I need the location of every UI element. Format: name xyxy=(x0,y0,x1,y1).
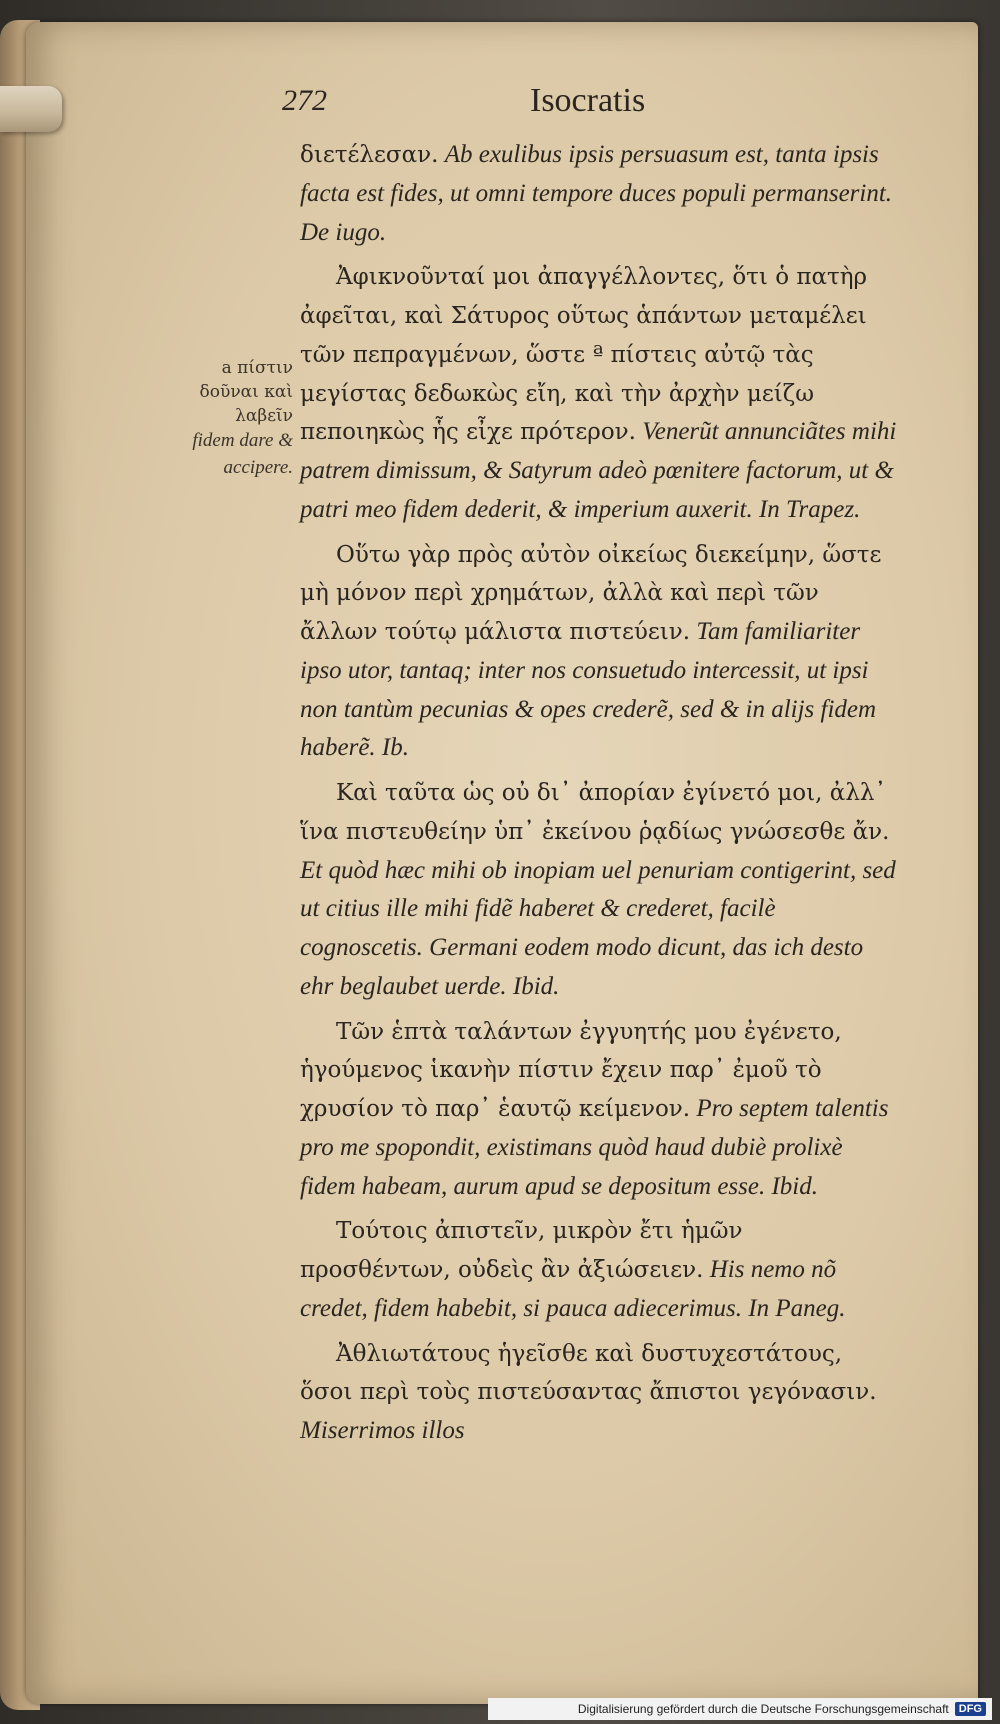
latin-text: Et quòd hæc mihi ob inopiam uel penuriam contigerint, sed ut citius ille mihi fidẽ haberet & crederet, facilè cognoscetis. Germani eodem modo dicunt, das ich desto ehr beglaubet uerde. Ibid. xyxy=(300,856,896,1000)
latin-text: Pro septem talentis pro me spopondit, existimans quòd haud dubiè prolixè fidem habeam, aurum apud se depositum esse. Ibid. xyxy=(300,1095,889,1200)
greek-text: Ἀθλιωτάτους ἡγεῖσθε καὶ δυστυχεστάτους, ὅσοι περὶ τοὺς πιστεύσαντας ἄπιστοι γεγόνασιν. xyxy=(300,1340,877,1406)
page-number: 272 xyxy=(282,84,327,117)
dfg-logo-icon: DFG xyxy=(955,1702,986,1716)
paragraph xyxy=(300,258,900,529)
footer-text: Digitalisierung gefördert durch die Deutsche Forschungsgemeinschaft xyxy=(577,1702,949,1716)
body-text xyxy=(300,136,900,1457)
paragraph xyxy=(300,136,900,252)
greek-text: Οὕτω γὰρ πρὸς αὐτὸν οἰκείως διεκείμην, ὥστε μὴ μόνον περὶ χρημάτων, ἀλλὰ καὶ περὶ τῶν ἄλλων τούτῳ μάλιστα πιστεύειν. xyxy=(300,541,882,645)
paragraph xyxy=(300,774,900,1007)
greek-text: Τῶν ἑπτὰ ταλάντων ἐγγυητής μου ἐγένετο, ἡγούμενος ἱκανὴν πίστιν ἔχειν παρ᾽ ἐμοῦ τὸ χρυσίον τὸ παρ᾽ ἑαυτῷ κείμενον. xyxy=(300,1018,842,1122)
page-clip xyxy=(0,86,62,132)
greek-text: διετέλεσαν. xyxy=(300,142,439,168)
latin-text: Miserrimos illos xyxy=(300,1417,465,1444)
greek-text: Ἀφικνοῦνταί μοι ἀπαγγέλλοντες, ὅτι ὁ πατὴρ ἀφεῖται, καὶ Σάτυρος οὕτως ἁπάντων μεταμέλει τῶν πεπραγμένων, ὥστε ª πίστεις αὐτῷ τὰς μεγίστας δεδωκὼς εἴη, καὶ τὴν ἀρχὴν μείζω πεποιηκὼς ἧς εἶχε πρότερον. xyxy=(300,264,868,446)
margin-note-greek: a πίστιν δοῦναι καὶ λαβεῖν xyxy=(199,358,293,427)
latin-text: His nemo nõ credet, fidem habebit, si pauca adiecerimus. In Paneg. xyxy=(300,1256,846,1322)
paragraph xyxy=(300,1013,900,1207)
running-title: Isocratis xyxy=(530,82,646,119)
paragraph xyxy=(300,536,900,769)
page-header xyxy=(282,84,902,134)
greek-text: Τούτοις ἀπιστεῖν, μικρὸν ἔτι ἡμῶν προσθέντων, οὐδεὶς ἂν ἀξιώσειεν. xyxy=(300,1218,743,1283)
paragraph xyxy=(300,1335,900,1451)
latin-text: Ab exulibus ipsis persuasum est, tanta ipsis facta est fides, ut omni tempore duces populi permanserint. De iugo. xyxy=(300,141,893,246)
latin-text: Venerũt annunciãtes mihi patrem dimissum, & Satyrum adeò pœnitere factorum, ut & patri meo fidem dederit, & imperium auxerit. In Trapez. xyxy=(300,418,897,523)
margin-note xyxy=(168,356,293,482)
paragraph xyxy=(300,1212,900,1328)
greek-text: Καὶ ταῦτα ὡς οὐ δι᾽ ἀπορίαν ἐγίνετό μοι, ἀλλ᾽ ἵνα πιστευθείην ὑπ᾽ ἐκείνου ῥᾳδίως γνώσεσθε ἄν. xyxy=(300,780,890,845)
latin-text: Tam familiariter ipso utor, tantaq; inter nos consuetudo intercessit, ut ipsi non tantùm pecunias & opes crederẽ, sed & in alijs fidem haberẽ. Ib. xyxy=(300,618,877,762)
margin-note-latin: fidem dare & accipere. xyxy=(192,430,293,479)
digitization-footer xyxy=(488,1698,992,1720)
